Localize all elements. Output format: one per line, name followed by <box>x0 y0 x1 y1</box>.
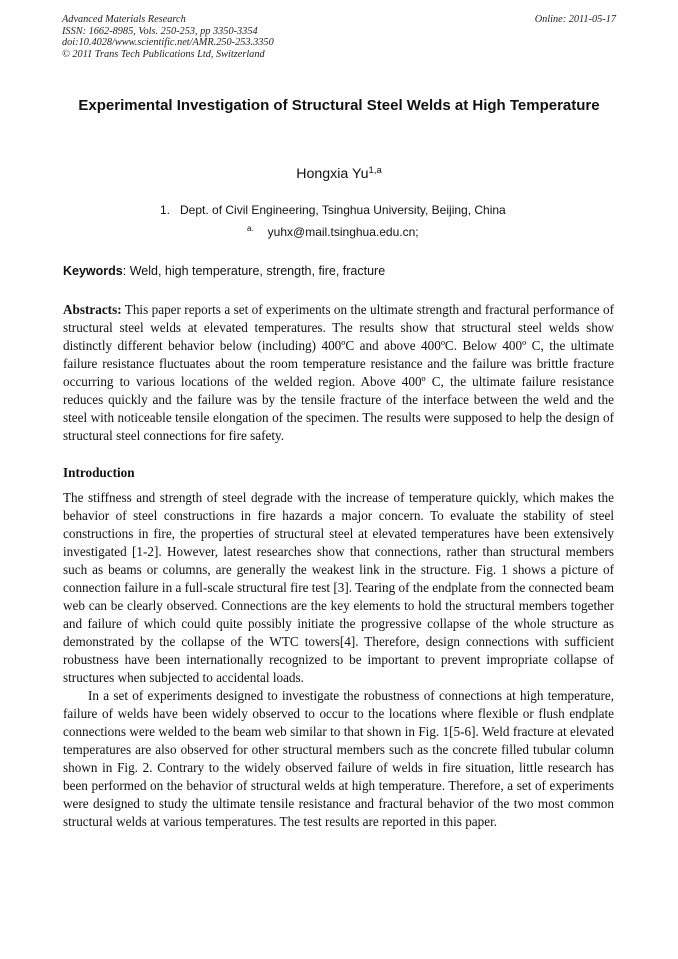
journal-header <box>62 14 616 60</box>
email-label: a. <box>247 224 254 233</box>
keywords-text: : Weld, high temperature, strength, fire, fracture <box>122 264 386 278</box>
copyright-line: © 2011 Trans Tech Publications Ltd, Switzerland <box>62 48 265 60</box>
journal-name: Advanced Materials Research <box>62 14 186 25</box>
doi-line: doi:10.4028/www.scientific.net/AMR.250-253.3350 <box>62 37 274 49</box>
affiliation <box>160 203 506 217</box>
author-superscript: 1,a <box>368 165 382 176</box>
issn-line: ISSN: 1662-8985, Vols. 250-253, pp 3350-3354 <box>62 25 258 37</box>
email-address: yuhx@mail.tsinghua.edu.cn; <box>267 225 419 239</box>
keywords <box>63 264 617 278</box>
introduction-body <box>63 489 614 831</box>
abstract <box>63 301 614 445</box>
author-name: Hongxia Yu <box>296 166 369 182</box>
affiliation-number: 1. <box>160 203 171 217</box>
email-line <box>247 225 419 239</box>
introduction-paragraph-2: In a set of experiments designed to investigate the robustness of connections at high temperature, failure of welds have been widely observed to occur to the locations where flexible or flush endplate connections were welded to the beam web similar to that shown in Fig. 1[5-6]. Weld fracture at elevated temperatures are also observed for other structural members such as the concrete filled tubular column shown in Fig. 2. Contrary to the widely observed failure of welds in fire situation, little research has been performed on the behavior of structural welds at high temperature. Therefore, a set of experiments were designed to study the ultimate tensile resistance and fractural behavior of the two most common structural welds at various temperatures. The test results are reported in this paper. <box>63 688 614 829</box>
keywords-label: Keywords <box>63 264 123 278</box>
abstract-label: Abstracts: <box>63 302 122 317</box>
affiliation-text: Dept. of Civil Engineering, Tsinghua University, Beijing, China <box>180 203 506 217</box>
introduction-paragraph-1: The stiffness and strength of steel degrade with the increase of temperature quickly, which makes the behavior of steel constructions in fire hazards a major concern. To evaluate the stability of steel constructions in fire, the properties of structural steel at elevated temperatures have been extensively investigated [1-2]. However, latest researches show that connections, rather than structural members such as beams or columns, are generally the weakest link in the structure. Fig. 1 shows a picture of connection failure in a full-scale structural fire test [3]. Tearing of the endplate from the connected beam web can be clearly observed. Connections are the key elements to hold the structural members together and failure of which could quite possibly initiate the progressive collapse of the whole structure as demonstrated by the collapse of the WTC towers[4]. Therefore, design connections with sufficient robustness have been internationally recognized to be important to prevent impropriate collapse of structures when subjected to accidental loads. <box>63 490 614 685</box>
author-line <box>62 166 616 182</box>
abstract-text: This paper reports a set of experiments on the ultimate strength and fractural performance of structural steel welds at elevated temperatures. The results show that structural steel welds show distinctly different behavior below (including) 400ºC and above 400ºC. Below 400º C, the ultimate failure resistance fluctuates about the room temperature resistance and the failure was brittle fracture occurring to various locations of the welded region. Above 400º C, the ultimate failure resistance reduces quickly and the failure was by the tensile fracture of the interface between the weld and the steel with noticeable tensile elongation of the specimen. The results were supposed to help the design of structural steel connections for fire safety. <box>63 302 614 443</box>
section-heading-introduction: Introduction <box>63 465 135 480</box>
paper-title: Experimental Investigation of Structural Steel Welds at High Temperature <box>78 97 600 114</box>
online-date: Online: 2011-05-17 <box>534 14 616 25</box>
